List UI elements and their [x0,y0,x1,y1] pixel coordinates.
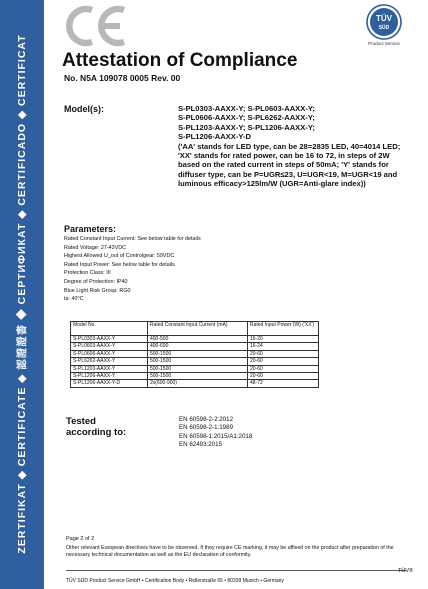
tested-label [66,416,126,438]
parameter-line: Rated Input Power: See below table for details [64,261,175,268]
models-list [178,104,410,189]
ce-mark-logo [62,4,128,48]
table-cell: 20-60 [248,350,319,357]
table-cell: S-PL1206-AAXX-Y-D [71,380,148,387]
footer-address: TÜV SÜD Product Service GmbH • Certification Body • Ridlerstraße 65 • 80339 Munich • Germany [66,578,284,584]
parameter-line: ta: 40°C [64,296,84,303]
table-cell: 500-1500 [148,372,248,379]
table-header-cell: Rated Constant Input Current (mA) [148,322,248,336]
model-ratings-table [70,321,319,388]
parameter-line: Rated Constant Input Current: See below table for details [64,236,201,242]
table-cell: 20-60 [248,365,319,372]
document-title: Attestation of Compliance [62,50,298,71]
certificate-side-band [0,0,44,589]
standard-line: EN 60598-1:2015/A1:2018 [179,432,253,440]
tuv-small-mark: TÜV® [398,568,414,574]
svg-text:TÜV: TÜV [376,14,392,23]
table-cell: S-PL0303-AAXX-Y [71,336,148,343]
parameter-line: Blue Light Risk Group: RG0 [64,287,131,294]
table-cell: 48-72 [248,380,319,387]
table-cell: 500-1500 [148,350,248,357]
table-header-row [71,322,319,336]
tested-label-line: Tested [66,416,96,427]
models-label: Model(s): [64,104,104,114]
models-note: ('AA' stands for LED type, can be 28=2835 LED, 40=4014 LED; 'XX' stands for rated power, can be 16 to 72, in steps of 2W based on the rated current in steps of 50mA; 'Y' stands for diffuser type, can be P=UGR≤23, U=UGR<19, M=UGR<19 and luminous efficacy>125lm/W (UGR=Anti-glare index)) [178,141,401,189]
standards-list [179,416,252,450]
table-row [71,350,319,357]
table-cell: 400-600 [148,343,248,350]
table-cell: 500-1500 [148,358,248,365]
table-header-cell: Rated Input Power (W) ('XX') [248,322,319,336]
table-row [71,343,319,350]
footer-divider [66,570,406,571]
table-cell: S-PL0606-AAXX-Y [71,350,148,357]
parameter-line: Highest Allowed U_out of Controlgear: 59VDC [64,253,175,260]
table-cell: S-PL1203-AAXX-Y [71,365,148,372]
standard-line: EN 62493:2015 [179,441,223,449]
tuv-sud-logo [366,4,402,40]
table-row [71,380,319,387]
tuv-caption: Product Service [368,41,400,46]
parameter-line: Protection Class: III [64,270,111,277]
page-number: Page 2 of 2 [66,536,95,542]
table-cell: 16-24 [248,343,319,350]
table-cell: 2x(600-900) [148,380,248,387]
table-cell: 20-60 [248,358,319,365]
table-row [71,358,319,365]
certificate-number: No. N5A 109078 0005 Rev. 00 [64,73,181,83]
table-cell: 500-1500 [148,365,248,372]
parameters-label: Parameters: [64,224,117,234]
parameter-line: Degree of Protection: IP40 [64,278,128,285]
footer-notice: Other relevant European directives have to be observed. If they require CE marking, it may be affixed on the product after preparation of the necessary technical documentation as well as the EU declaration of conformity. [66,545,394,559]
table-row [71,365,319,372]
tested-label-line: according to: [66,427,127,438]
table-cell: S-PL6262-AAXX-Y [71,358,148,365]
model-line: S-PL0303-AAXX-Y; S-PL0603-AAXX-Y; [178,104,315,113]
parameters-list [64,235,394,304]
model-line: S-PL1203-AAXX-Y; S-PL1206-AAXX-Y; [178,122,315,132]
side-band-text: ZERTIFIKAT ◆ CERTIFICATE ◆ 認證證書 ◆ СЕРТИФИКАТ ◆ CERTIFICADO ◆ CERTIFICAT [16,34,28,554]
table-row [71,372,319,379]
standard-line: EN 60598-2-2:2012 [179,416,234,423]
model-line: S-PL1206-AAXX-Y-D [178,132,252,142]
table-cell: S-PL0603-AAXX-Y [71,343,148,350]
table-cell: 400-500 [148,336,248,343]
parameter-line: Rated Voltage: 27-42VDC [64,244,127,251]
svg-text:SÜD: SÜD [378,25,390,31]
model-line: S-PL0606-AAXX-Y; S-PL6262-AAXX-Y; [178,113,315,123]
table-row [71,336,319,343]
table-cell: 20-60 [248,372,319,379]
standard-line: EN 60598-2-1:1989 [179,424,234,432]
table-cell: S-PL1206-AAXX-Y [71,372,148,379]
table-cell: 16-20 [248,336,319,343]
table-header-cell: Model No. [71,322,148,336]
